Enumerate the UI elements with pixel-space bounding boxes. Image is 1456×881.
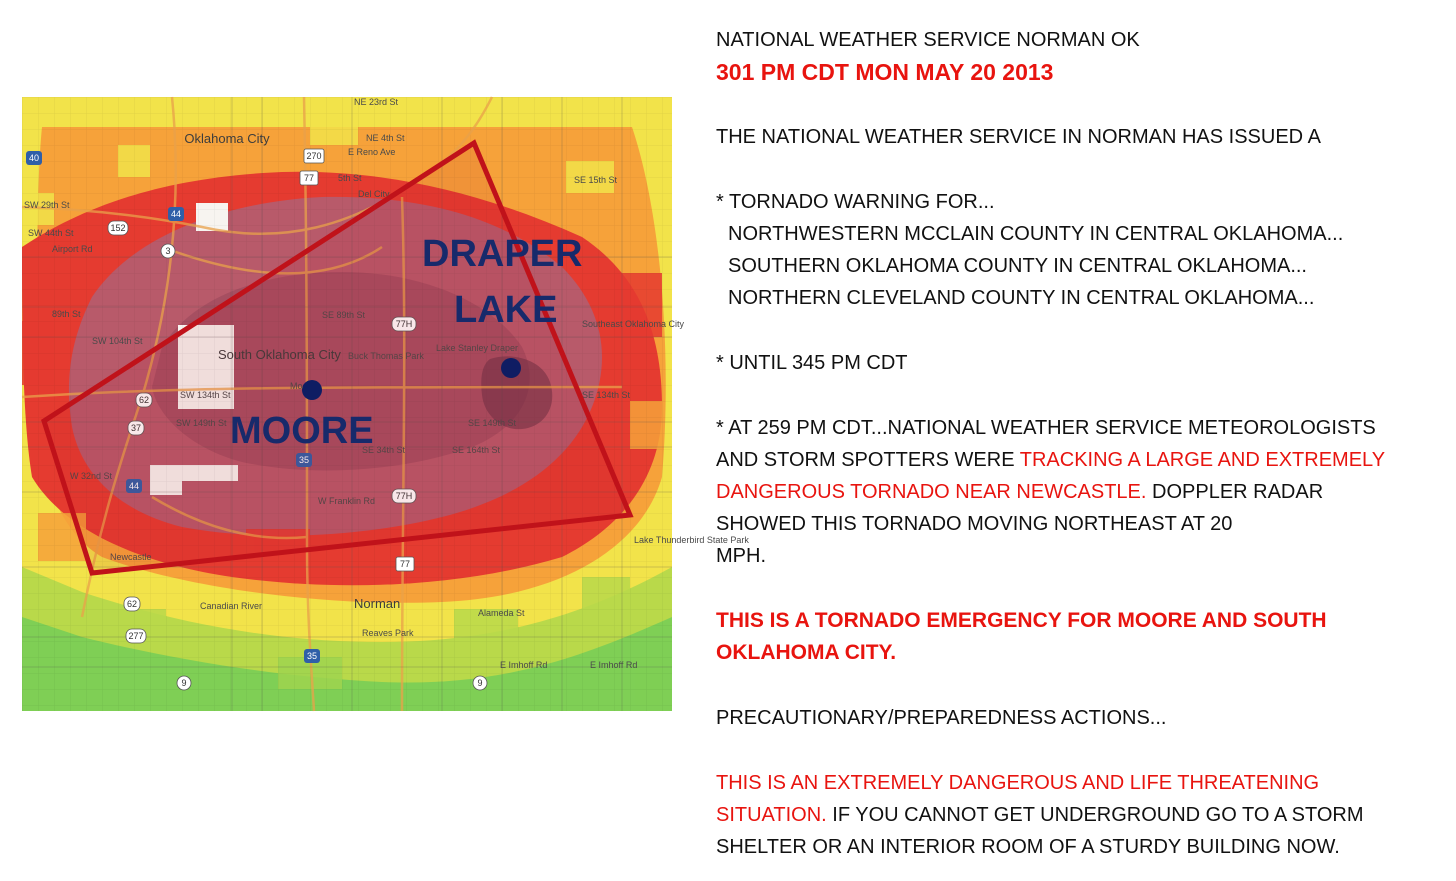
shield-h270 xyxy=(304,149,324,163)
shield-i44 xyxy=(168,207,184,221)
at-line-3-highlight: DANGEROUS TORNADO NEAR NEWCASTLE. xyxy=(716,481,1147,503)
warning-header: * TORNADO WARNING FOR... xyxy=(716,191,995,213)
danger-line-2-plain: IF YOU CANNOT GET UNDERGROUND GO TO A STORM xyxy=(826,804,1364,826)
shield-h9-text: 9 xyxy=(181,678,187,688)
emergency-line-1: THIS IS A TORNADO EMERGENCY FOR MOORE AND SOUTH xyxy=(716,609,1327,632)
spacer xyxy=(716,314,1456,347)
shield-h277-text: 277 xyxy=(128,631,144,641)
precaution-header: PRECAUTIONARY/PREPAREDNESS ACTIONS... xyxy=(716,707,1167,729)
shield-h9-east xyxy=(473,676,487,690)
spacer xyxy=(716,734,1456,767)
shield-h62-south xyxy=(124,597,140,611)
emergency-line-2: OKLAHOMA CITY. xyxy=(716,641,897,664)
at-line-2-plain: AND STORM SPOTTERS WERE xyxy=(716,449,1020,471)
label-sw29: SW 29th St xyxy=(24,200,70,210)
until-time: * UNTIL 345 PM CDT xyxy=(716,352,908,374)
label-e-imhoff: E Imhoff Rd xyxy=(500,660,548,670)
label-se15: SE 15th St xyxy=(574,175,618,185)
issuing-office: NATIONAL WEATHER SERVICE NORMAN OK xyxy=(716,29,1140,51)
shield-h77-south-text: 77 xyxy=(399,559,411,569)
label-5th-st: 5th St xyxy=(338,173,362,183)
label-oklahoma-city: Oklahoma City xyxy=(184,131,270,146)
draper-lake-label-line2: LAKE xyxy=(454,289,558,331)
label-se134: SE 134th St xyxy=(582,390,631,400)
intro-line: THE NATIONAL WEATHER SERVICE IN NORMAN HAS ISSUED A xyxy=(716,126,1321,148)
danger-line-2-highlight: SITUATION. xyxy=(716,804,827,826)
shield-h9-east-text: 9 xyxy=(477,678,483,688)
at-line-1: * AT 259 PM CDT...NATIONAL WEATHER SERVICE METEOROLOGISTS xyxy=(716,417,1376,439)
at-line-4: SHOWED THIS TORNADO MOVING NORTHEAST AT 20 xyxy=(716,513,1233,535)
moore-label: MOORE xyxy=(230,410,374,452)
label-southeast-okc: Southeast Oklahoma City xyxy=(582,319,685,329)
spacer xyxy=(716,572,1456,605)
shield-i35-south-text: 35 xyxy=(306,651,318,661)
shield-h3-text: 3 xyxy=(165,246,171,256)
danger-line-1: THIS IS AN EXTREMELY DANGEROUS AND LIFE THREATENING xyxy=(716,772,1320,794)
label-ne23: NE 23rd St xyxy=(354,97,399,107)
label-e-reno: E Reno Ave xyxy=(348,147,396,157)
shield-h62-south-text: 62 xyxy=(126,599,138,609)
county-oklahoma: SOUTHERN OKLAHOMA COUNTY IN CENTRAL OKLAHOMA... xyxy=(728,255,1307,277)
draper-lake-location-marker[interactable] xyxy=(501,358,521,378)
issue-time-headline: 301 PM CDT MON MAY 20 2013 xyxy=(716,59,1054,85)
shield-h152 xyxy=(108,221,128,235)
label-alameda: Alameda St xyxy=(478,608,525,618)
label-sw104: SW 104th St xyxy=(92,336,143,346)
label-lake-thunderbird: Lake Thunderbird State Park xyxy=(634,535,749,545)
spacer xyxy=(716,379,1456,412)
at-line-3 xyxy=(716,476,1456,508)
label-norman: Norman xyxy=(354,596,401,611)
shield-h3 xyxy=(161,244,175,258)
label-sw44: SW 44th St xyxy=(28,228,74,238)
label-reaves-park: Reaves Park xyxy=(362,628,414,638)
county-cleveland: NORTHERN CLEVELAND COUNTY IN CENTRAL OKLAHOMA... xyxy=(728,287,1315,309)
shield-h77-text: 77 xyxy=(303,173,315,183)
tornado-warning-bulletin xyxy=(716,24,1456,863)
danger-line-3: SHELTER OR AN INTERIOR ROOM OF A STURDY BUILDING NOW. xyxy=(716,836,1340,858)
shield-h77-south xyxy=(396,557,414,571)
shield-i40-text: 40 xyxy=(28,153,40,163)
shield-i40 xyxy=(26,151,42,165)
label-canadian-river: Canadian River xyxy=(200,601,263,611)
label-ne4: NE 4th St xyxy=(366,133,405,143)
at-line-3-plain: DOPPLER RADAR xyxy=(1146,481,1324,503)
shield-h277 xyxy=(126,629,146,643)
at-line-2 xyxy=(716,444,1456,476)
shield-h152-text: 152 xyxy=(110,223,126,233)
label-airport-rd: Airport Rd xyxy=(52,244,93,254)
shield-h77 xyxy=(300,171,318,185)
spacer xyxy=(716,669,1456,702)
shield-i35-south xyxy=(304,649,320,663)
shield-i44-text: 44 xyxy=(170,209,182,219)
draper-lake-label-line1: DRAPER xyxy=(422,233,583,275)
shield-h270-text: 270 xyxy=(306,151,322,161)
county-mcclain: NORTHWESTERN MCCLAIN COUNTY IN CENTRAL OKLAHOMA... xyxy=(728,223,1344,245)
moore-location-marker[interactable] xyxy=(302,380,322,400)
spacer xyxy=(716,153,1456,186)
danger-line-2 xyxy=(716,799,1456,831)
label-e-imhoff-2: E Imhoff Rd xyxy=(590,660,638,670)
shield-h9 xyxy=(177,676,191,690)
label-89th: 89th St xyxy=(52,309,81,319)
spacer xyxy=(716,88,1456,121)
label-del-city: Del City xyxy=(358,189,390,199)
at-line-5: MPH. xyxy=(716,545,766,567)
at-line-2-highlight: TRACKING A LARGE AND EXTREMELY xyxy=(1019,449,1386,471)
